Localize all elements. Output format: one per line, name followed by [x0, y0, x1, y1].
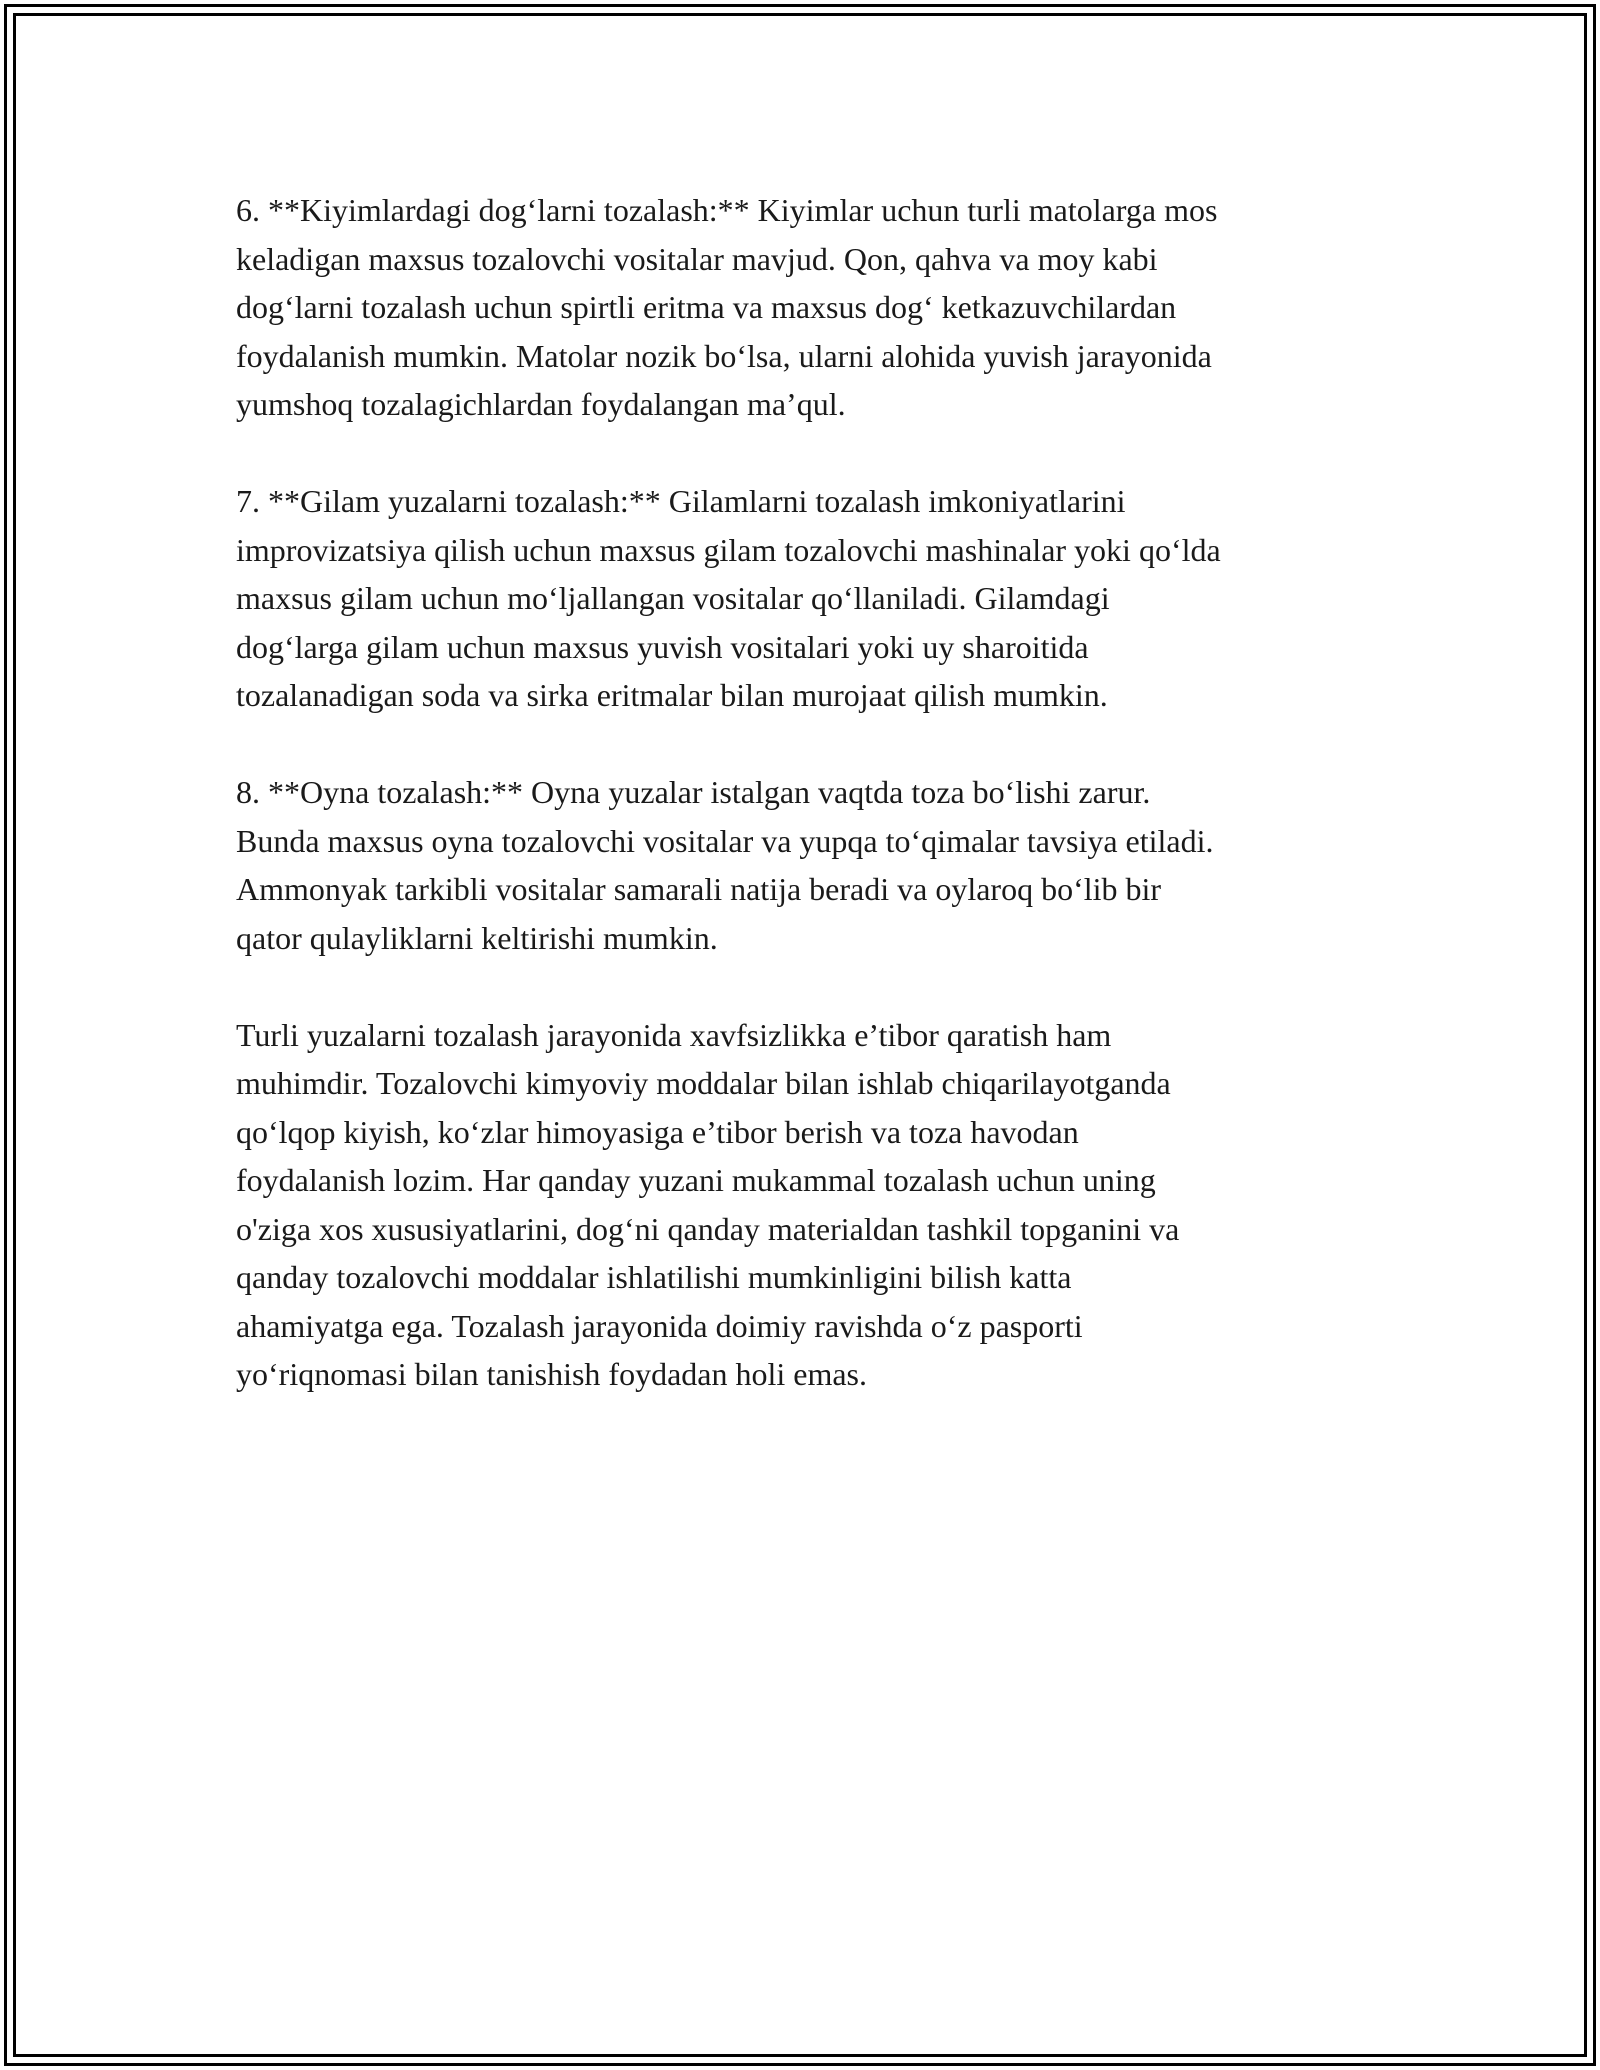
text-line: Turli yuzalarni tozalash jarayonida xavfsizlikka e’tibor qaratish ham	[236, 1016, 1112, 1053]
text-line: improvizatsiya qilish uchun maxsus gilam tozalovchi mashinalar yoki qo‘lda	[236, 531, 1221, 568]
text-line: yumshoq tozalagichlardan foydalangan ma’qul.	[236, 386, 846, 422]
text-line: yo‘riqnomasi bilan tanishish foydadan holi emas.	[236, 1356, 867, 1392]
text-line: ahamiyatga ega. Tozalash jarayonida doimiy ravishda o‘z pasporti	[236, 1307, 1083, 1344]
text-line: qanday tozalovchi moddalar ishlatilishi mumkinligini bilish katta	[236, 1259, 1072, 1295]
text-line: o'ziga xos xususiyatlarini, dog‘ni qanday materialdan tashkil topganini va	[236, 1210, 1180, 1247]
text-line: tozalanadigan soda va sirka eritmalar bilan murojaat qilish mumkin.	[236, 677, 1108, 713]
text-line: 8. **Oyna tozalash:** Oyna yuzalar istalgan vaqtda toza bo‘lishi zarur.	[236, 774, 1151, 810]
paragraph-safety	[236, 1011, 1366, 1399]
text-line: muhimdir. Tozalovchi kimyoviy moddalar bilan ishlab chiqarilayotganda	[236, 1065, 1171, 1101]
document-body	[236, 186, 1366, 1447]
paragraph-window-cleaning	[236, 768, 1366, 962]
text-line: Ammonyak tarkibli vositalar samarali natija beradi va oylaroq bo‘lib bir	[236, 871, 1162, 907]
text-line: dog‘larni tozalash uchun spirtli eritma va maxsus dog‘ ketkazuvchilardan	[236, 289, 1177, 325]
text-line: qo‘lqop kiyish, ko‘zlar himoyasiga e’tibor berish va toza havodan	[236, 1113, 1079, 1150]
text-line: foydalanish mumkin. Matolar nozik bo‘lsa, ularni alohida yuvish jarayonida	[236, 337, 1212, 374]
text-line: 6. **Kiyimlardagi dog‘larni tozalash:** Kiyimlar uchun turli matolarga mos	[236, 192, 1218, 228]
text-line: Bunda maxsus oyna tozalovchi vositalar va yupqa to‘qimalar tavsiya etiladi.	[236, 822, 1214, 859]
text-line: qator qulayliklarni keltirishi mumkin.	[236, 919, 718, 956]
paragraph-carpet-cleaning	[236, 477, 1366, 720]
text-line: foydalanish lozim. Har qanday yuzani mukammal tozalash uchun uning	[236, 1162, 1156, 1198]
text-line: dog‘larga gilam uchun maxsus yuvish vositalari yoki uy sharoitida	[236, 628, 1089, 665]
paragraph-clothing-stains	[236, 186, 1366, 429]
text-line: maxsus gilam uchun mo‘ljallangan vositalar qo‘llaniladi. Gilamdagi	[236, 580, 1110, 616]
text-line: 7. **Gilam yuzalarni tozalash:** Gilamlarni tozalash imkoniyatlarini	[236, 483, 1126, 519]
text-line: keladigan maxsus tozalovchi vositalar mavjud. Qon, qahva va moy kabi	[236, 240, 1158, 277]
